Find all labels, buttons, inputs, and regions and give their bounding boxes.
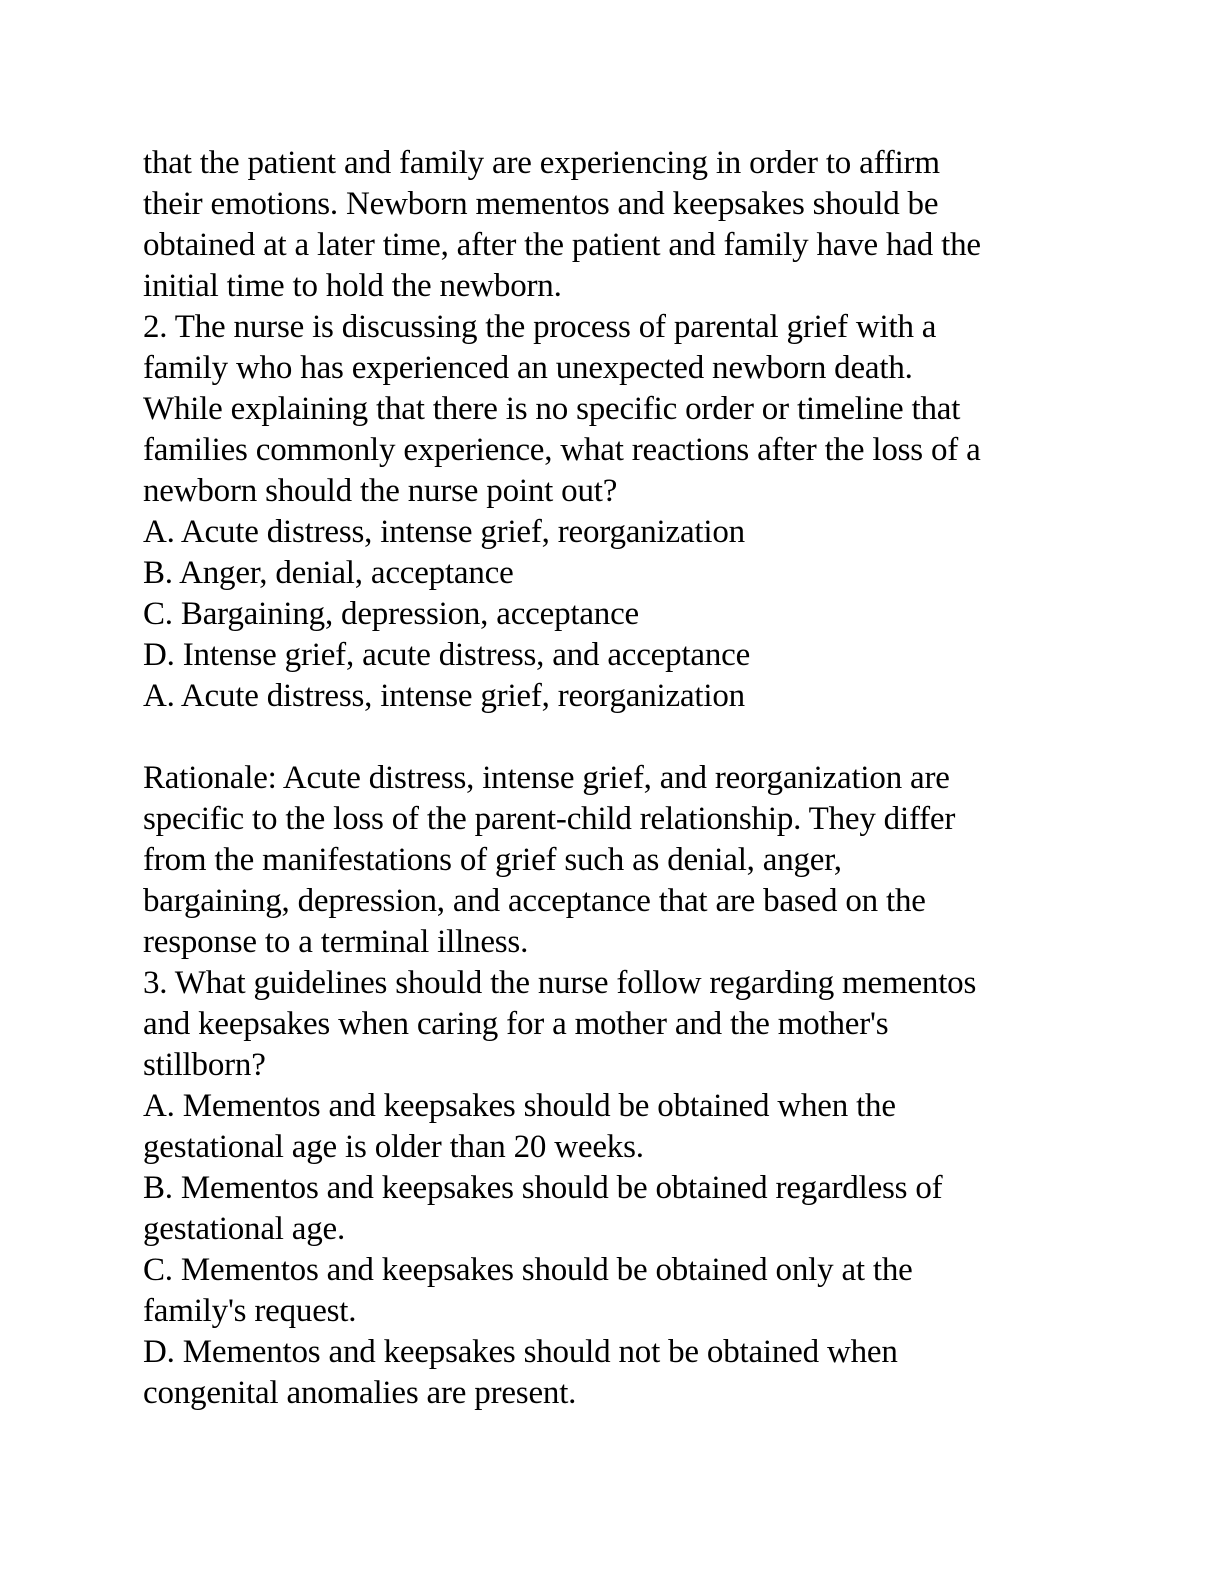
option-a	[143, 1086, 1103, 1168]
text-line: that the patient and family are experiencing in order to affirm	[143, 145, 940, 181]
text-line: While explaining that there is no specific order or timeline that	[143, 391, 961, 427]
text-line: B. Mementos and keepsakes should be obtained regardless of	[143, 1170, 943, 1206]
question-2-stem	[143, 307, 1103, 512]
option-c	[143, 1250, 1103, 1332]
option-d	[143, 1332, 1103, 1414]
text-line: family who has experienced an unexpected newborn death.	[143, 350, 913, 386]
spacer	[143, 717, 1103, 758]
text-line: gestational age.	[143, 1211, 346, 1247]
question-3-stem	[143, 963, 1103, 1086]
option-b: B. Anger, denial, acceptance	[143, 555, 514, 591]
question-2-options	[143, 512, 1103, 676]
text-line: their emotions. Newborn mementos and keepsakes should be	[143, 186, 939, 222]
text-line: bargaining, depression, and acceptance that are based on the	[143, 883, 926, 919]
text-line: family's request.	[143, 1293, 357, 1329]
text-line: D. Mementos and keepsakes should not be obtained when	[143, 1334, 898, 1370]
question-2	[143, 307, 1103, 963]
question-2-answer: A. Acute distress, intense grief, reorganization	[143, 678, 745, 714]
text-line: and keepsakes when caring for a mother and the mother's	[143, 1006, 889, 1042]
text-line: 2. The nurse is discussing the process of parental grief with a	[143, 309, 937, 345]
text-line: congenital anomalies are present.	[143, 1375, 577, 1411]
text-line: initial time to hold the newborn.	[143, 268, 562, 304]
question-3	[143, 963, 1103, 1414]
option-c: C. Bargaining, depression, acceptance	[143, 596, 639, 632]
previous-rationale-continuation	[143, 143, 1103, 307]
text-line: C. Mementos and keepsakes should be obtained only at the	[143, 1252, 913, 1288]
text-line: stillborn?	[143, 1047, 266, 1083]
option-b	[143, 1168, 1103, 1250]
text-line: 3. What guidelines should the nurse follow regarding mementos	[143, 965, 977, 1001]
option-d: D. Intense grief, acute distress, and acceptance	[143, 637, 751, 673]
text-line: from the manifestations of grief such as denial, anger,	[143, 842, 842, 878]
document-page	[143, 143, 1103, 1414]
text-line: obtained at a later time, after the patient and family have had the	[143, 227, 981, 263]
text-line: A. Mementos and keepsakes should be obtained when the	[143, 1088, 896, 1124]
option-a: A. Acute distress, intense grief, reorganization	[143, 514, 745, 550]
text-line: families commonly experience, what reactions after the loss of a	[143, 432, 981, 468]
text-line: Rationale: Acute distress, intense grief, and reorganization are	[143, 760, 950, 796]
text-line: newborn should the nurse point out?	[143, 473, 618, 509]
question-3-options	[143, 1086, 1103, 1414]
text-line: response to a terminal illness.	[143, 924, 529, 960]
text-line: specific to the loss of the parent-child relationship. They differ	[143, 801, 956, 837]
text-line: gestational age is older than 20 weeks.	[143, 1129, 644, 1165]
question-2-rationale	[143, 758, 1103, 963]
